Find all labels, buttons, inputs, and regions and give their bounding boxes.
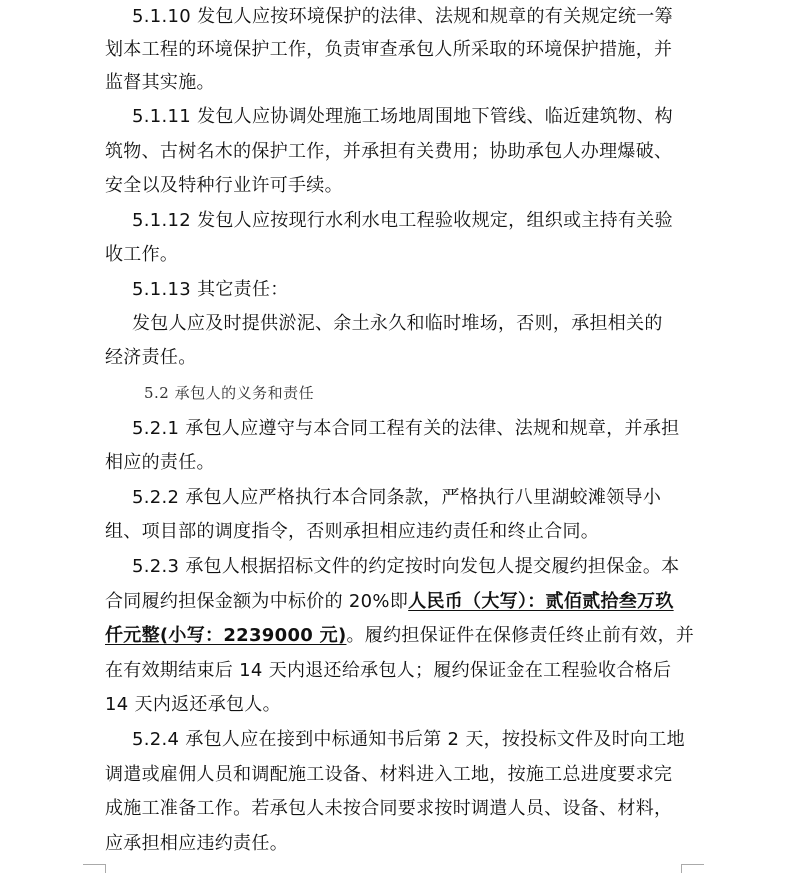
section-heading-5-2: 5.2 承包人的义务和责任 <box>144 384 315 402</box>
clause-5-1-10-line-1: 5.1.10 发包人应按环境保护的法律、法规和规章的有关规定统一筹 <box>132 6 673 27</box>
clause-5-2-4-line-2: 调遣或雇佣人员和调配施工设备、材料进入工地，按施工总进度要求完 <box>105 764 673 785</box>
clause-5-1-10-line-2: 划本工程的环境保护工作，负责审查承包人所采取的环境保护措施，并 <box>105 39 673 60</box>
clause-5-1-12-line-1: 5.1.12 发包人应按现行水利水电工程验收规定，组织或主持有关验 <box>132 210 673 231</box>
clause-5-2-3-line-4: 在有效期结束后 14 天内退还给承包人；履约保证金在工程验收合格后 <box>105 660 672 681</box>
clause-5-2-4-line-3: 成施工准备工作。若承包人未按合同要求按时调遣人员、设备、材料， <box>105 798 673 819</box>
clause-5-2-3-line-2-prefix: 合同履约担保金额为中标价的 20%即 <box>105 591 409 612</box>
guarantee-amount-lowercase: 仟元整(小写：2239000 元) <box>105 625 347 646</box>
clause-5-1-11-line-1: 5.1.11 发包人应协调处理施工场地周围地下管线、临近建筑物、构 <box>132 106 673 127</box>
clause-5-2-2-line-2: 组、项目部的调度指令，否则承担相应违约责任和终止合同。 <box>105 521 600 542</box>
clause-5-1-12-line-2: 收工作。 <box>105 244 179 265</box>
clause-5-2-3-line-2 <box>105 587 674 617</box>
clause-5-2-4-line-1: 5.2.4 承包人应在接到中标通知书后第 2 天，按投标文件及时向工地 <box>132 729 685 750</box>
clause-5-1-11-line-3: 安全以及特种行业许可手续。 <box>105 175 343 196</box>
clause-5-2-2-line-1: 5.2.2 承包人应严格执行本合同条款，严格执行八里湖蛟滩领导小 <box>132 487 662 508</box>
clause-5-2-3-line-3 <box>105 621 694 651</box>
clause-5-2-3-line-5: 14 天内返还承包人。 <box>105 694 281 715</box>
clause-5-2-3-line-1: 5.2.3 承包人根据招标文件的约定按时向发包人提交履约担保金。本 <box>132 556 680 577</box>
clause-5-2-3-line-3-suffix: 。履约担保证件在保修责任终止前有效，并 <box>346 625 695 646</box>
guarantee-amount-uppercase: 人民币（大写）：贰佰贰拾叁万玖 <box>408 591 674 612</box>
clause-5-1-11-line-2: 筑物、古树名木的保护工作，并承担有关费用；协助承包人办理爆破、 <box>105 141 673 162</box>
clause-5-1-13-line-1: 5.1.13 其它责任： <box>132 279 289 300</box>
clause-5-2-4-line-4: 应承担相应违约责任。 <box>105 833 288 854</box>
clause-5-2-1-line-1: 5.2.1 承包人应遵守与本合同工程有关的法律、法规和规章，并承担 <box>132 418 680 439</box>
clause-5-1-13-line-2: 发包人应及时提供淤泥、余土永久和临时堆场，否则，承担相关的 <box>132 313 663 334</box>
clause-5-2-1-line-2: 相应的责任。 <box>105 452 215 473</box>
clause-5-1-13-line-3: 经济责任。 <box>105 347 197 368</box>
clause-5-1-10-line-3: 监督其实施。 <box>105 72 215 93</box>
